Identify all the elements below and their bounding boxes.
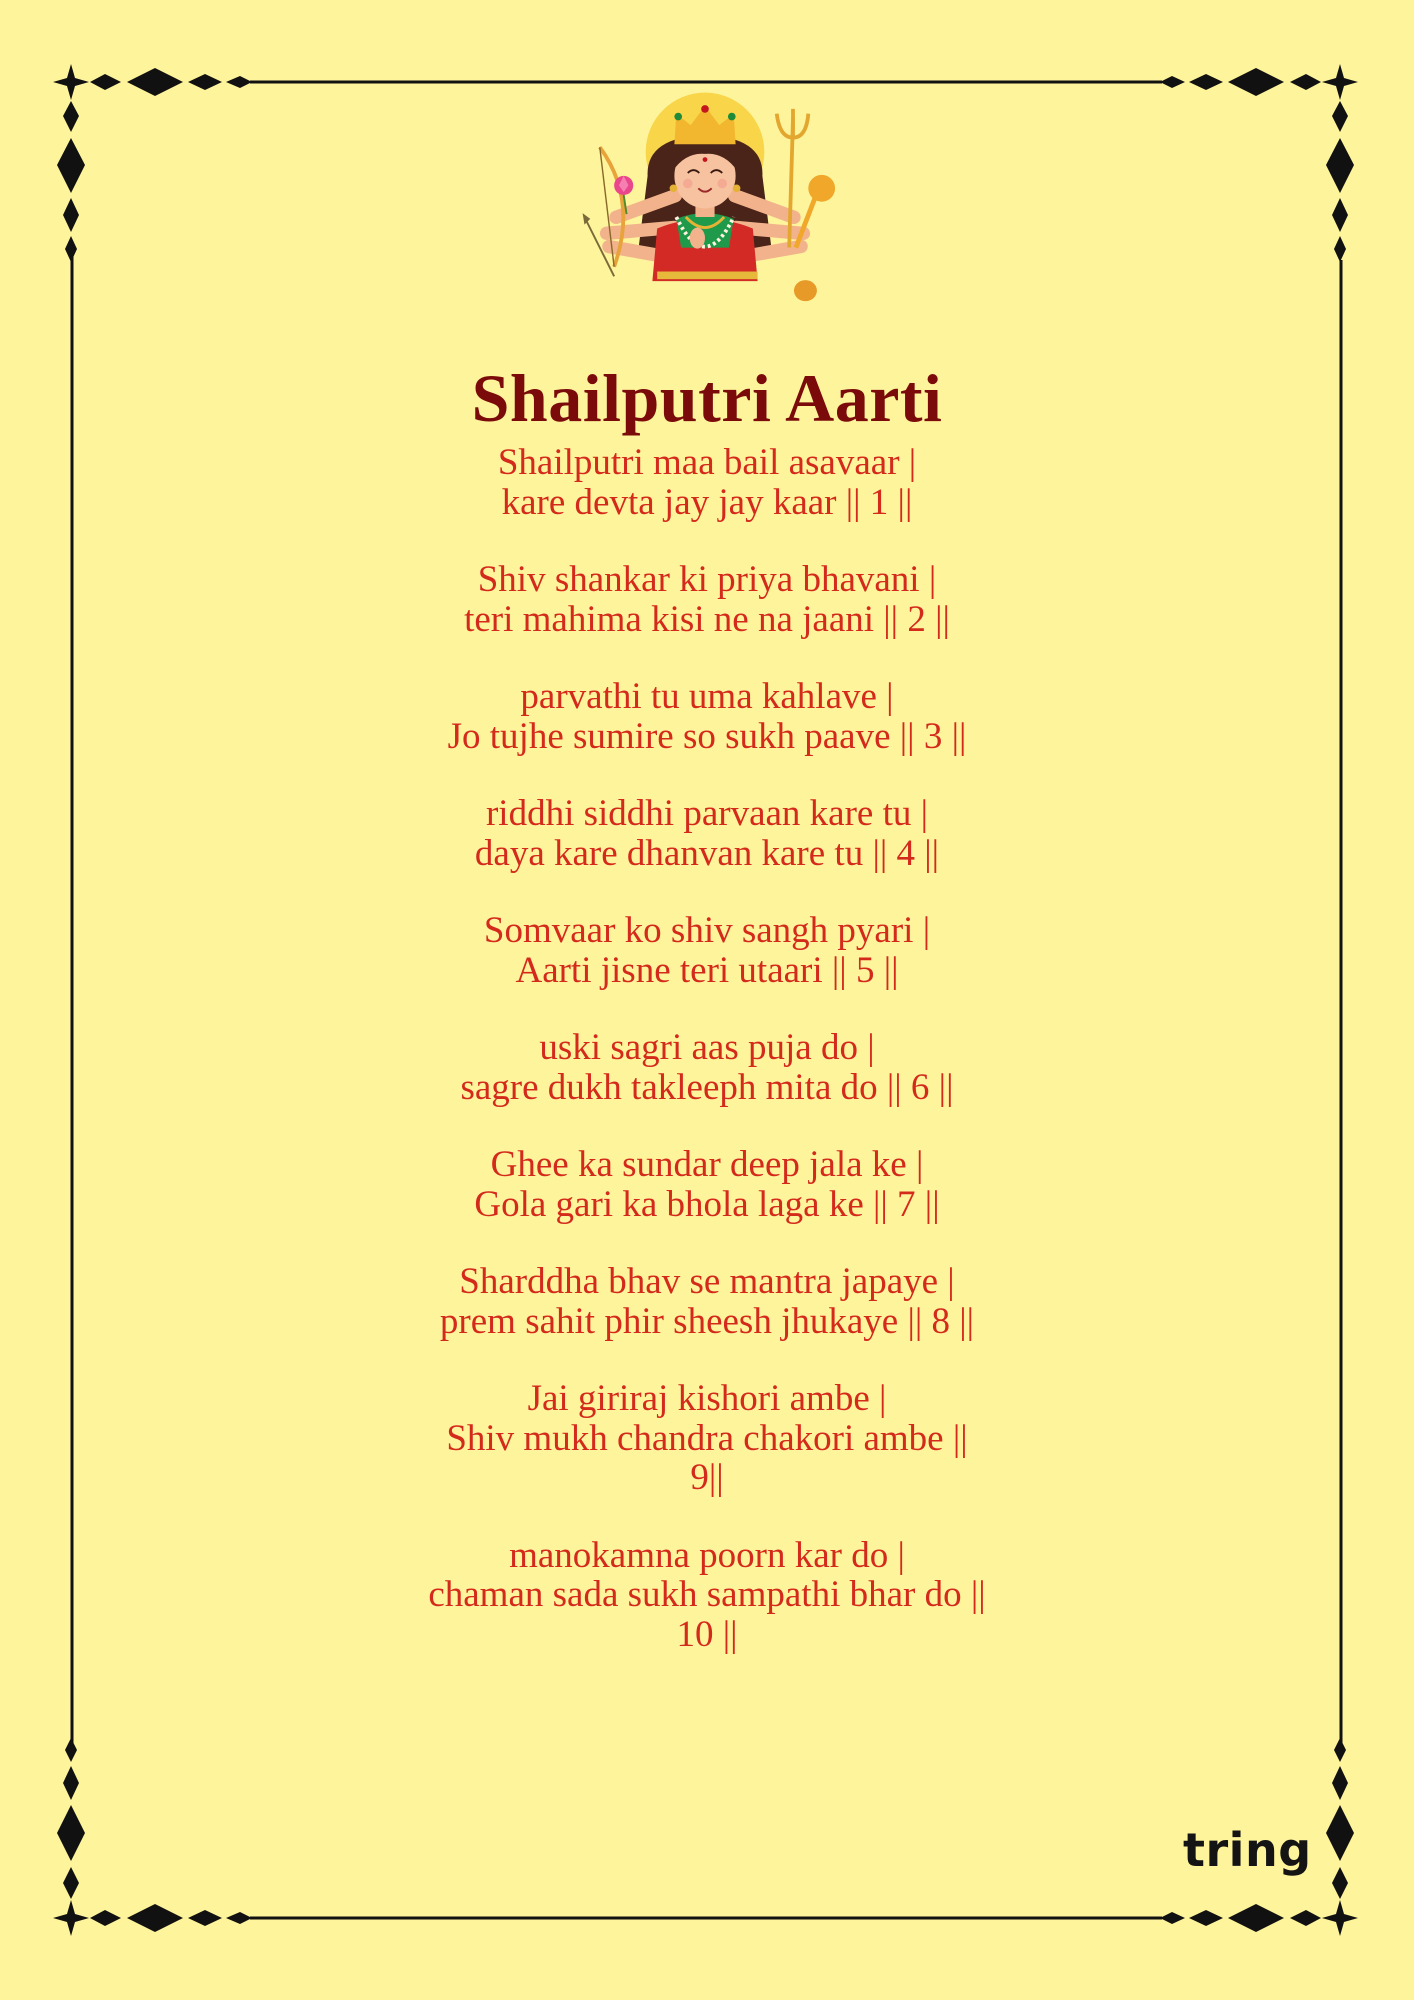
verse-line: Somvaar ko shiv sangh pyari |: [483, 910, 931, 951]
corner-ornament-top-right: [1160, 64, 1358, 262]
aarti-verses: [0, 443, 1414, 1692]
verse-line: teri mahima kisi ne na jaani || 2 ||: [464, 598, 950, 640]
tring-logo: tring: [1183, 1823, 1312, 1877]
verse-line: 9||: [690, 1457, 724, 1498]
verse-line: sagre dukh takleeph mita do || 6 ||: [460, 1066, 954, 1108]
verse-6: [327, 1028, 1087, 1107]
verse-line: Shiv shankar ki priya bhavani |: [477, 559, 937, 600]
verse-1: [327, 443, 1087, 522]
verse-line: parvathi tu uma kahlave |: [520, 676, 894, 717]
verse-line: Ghee ka sundar deep jala ke |: [490, 1144, 924, 1185]
verse-line: Jo tujhe sumire so sukh paave || 3 ||: [447, 715, 967, 757]
verse-5: [327, 911, 1087, 990]
verse-line: Jai giriraj kishori ambe |: [527, 1378, 887, 1419]
corner-ornament-bottom-left: [53, 1738, 252, 1936]
verse-line: kare devta jay jay kaar || 1 ||: [501, 481, 913, 523]
verse-line: Aarti jisne teri utaari || 5 ||: [515, 949, 899, 991]
verse-7: [327, 1145, 1087, 1224]
verse-line: manokamna poorn kar do |: [509, 1534, 905, 1576]
verse-line: uski sagri aas puja do |: [539, 1027, 875, 1068]
goddess-shailputri-illustration-icon: [570, 85, 840, 305]
verse-8: [327, 1262, 1087, 1341]
border-bottom-line: [250, 1917, 1162, 1920]
verse-line: daya kare dhanvan kare tu || 4 ||: [474, 832, 940, 874]
border-top-line: [250, 81, 1162, 84]
verse-line: prem sahit phir sheesh jhukaye || 8 ||: [439, 1300, 975, 1342]
verse-9: [327, 1379, 1087, 1498]
corner-ornament-top-left: [53, 64, 252, 262]
verse-10: [327, 1536, 1087, 1655]
verse-line: Shailputri maa bail asavaar |: [497, 442, 917, 483]
page-title: Shailputri Aarti: [471, 359, 943, 436]
verse-line: riddhi siddhi parvaan kare tu |: [485, 793, 929, 834]
verse-line: Sharddha bhav se mantra japaye |: [459, 1261, 955, 1302]
verse-line: 10 ||: [676, 1613, 738, 1655]
verse-line: Shiv mukh chandra chakori ambe ||: [446, 1417, 968, 1459]
verse-4: [327, 794, 1087, 873]
verse-3: [327, 677, 1087, 756]
verse-line: Gola gari ka bhola laga ke || 7 ||: [474, 1183, 940, 1225]
verse-line: chaman sada sukh sampathi bhar do ||: [428, 1574, 986, 1615]
verse-2: [327, 560, 1087, 639]
